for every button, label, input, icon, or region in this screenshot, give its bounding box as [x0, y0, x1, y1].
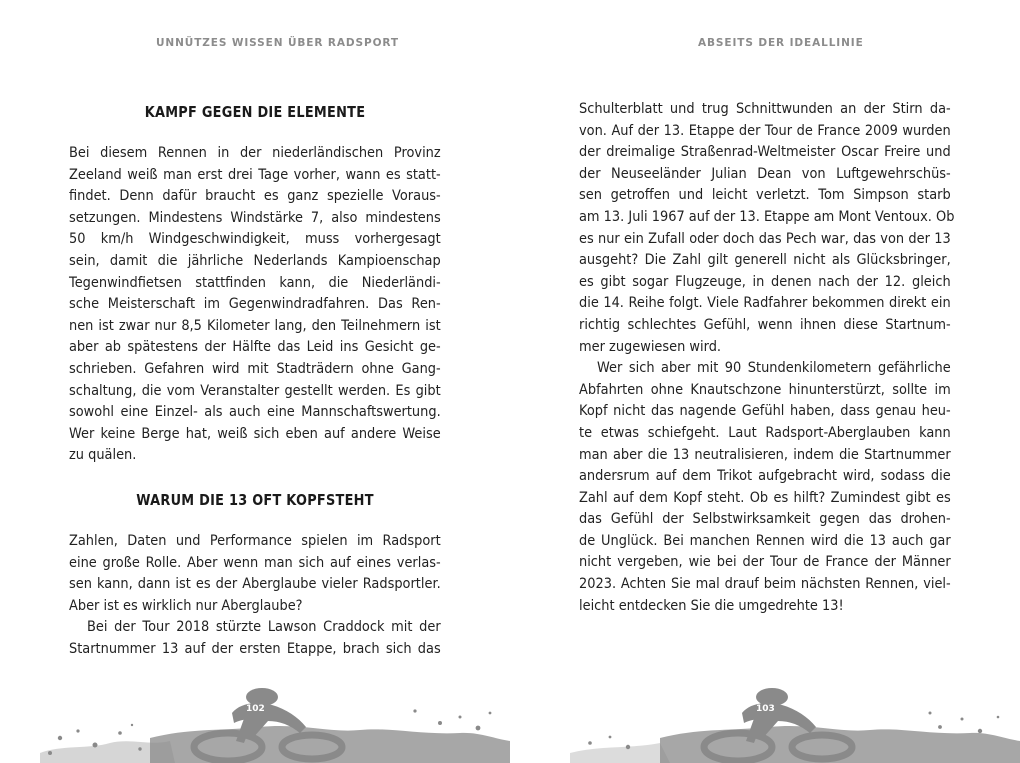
- text-line: eine große Rolle. Aber wenn man sich auf eines verlas-: [69, 554, 441, 571]
- text-line: Abfahrten ohne Knautschzone hinunterstürzt, sollte im: [579, 381, 951, 398]
- text-line: sen getroffen und leicht verletzt. Tom Simpson starb: [579, 187, 951, 204]
- text-line: Bei diesem Rennen in der niederländischen Provinz: [69, 145, 441, 161]
- right-text-block: [579, 99, 955, 617]
- page-number: 102: [246, 704, 265, 714]
- text-line: sowohl eine Einzel- als auch eine Mannschaftswertung.: [69, 404, 441, 421]
- cyclist-silhouette-icon: [510, 683, 1020, 763]
- text-line: sche Meisterschaft im Gegenwindradfahren. Das Ren-: [69, 296, 441, 313]
- page-number: 103: [756, 704, 775, 714]
- text-line: man aber die 13 neutralisieren, indem die Startnummer: [579, 446, 951, 463]
- text-line: aber ab spätestens der Hälfte das Leid ins Gesicht ge-: [69, 339, 441, 356]
- text-line: setzungen. Mindestens Windstärke 7, also mindestens: [69, 209, 441, 226]
- text-line: Zahlen, Daten und Performance spielen im Radsport: [69, 533, 441, 549]
- text-line: ausgeht? Die Zahl gilt generell nicht als Glücksbringer,: [579, 252, 951, 269]
- text-line: 2023. Achten Sie mal drauf beim nächsten Rennen, viel-: [579, 576, 951, 593]
- running-head-left: UNNÜTZES WISSEN ÜBER RADSPORT: [156, 37, 399, 49]
- text-line: am 13. Juli 1967 auf der 13. Etappe am Mont Ventoux. Ob: [579, 208, 955, 225]
- text-line: die 14. Reihe folgt. Viele Radfahrer bekommen direkt ein: [579, 295, 951, 312]
- text-line: Kopf nicht das nagende Gefühl haben, dass genau heu-: [579, 403, 951, 420]
- text-line: es nur ein Zufall oder doch das Pech war, das von der 13: [579, 230, 951, 247]
- text-line: 50 km/h Windgeschwindigkeit, muss vorhergesagt: [69, 231, 441, 248]
- text-line: te etwas schiefgeht. Laut Radsport-Aberglauben kann: [579, 424, 951, 441]
- text-line: der Neuseeländer Julian Dean von Luftgewehrschüs-: [579, 165, 951, 182]
- right-page: [510, 0, 1020, 763]
- cyclist-silhouette-icon: [0, 683, 510, 763]
- text-line: mer zugewiesen wird.: [579, 338, 722, 355]
- text-line: Zahl auf dem Kopf steht. Ob es hilft? Zumindest gibt es: [579, 489, 951, 506]
- text-line: der dreimalige Straßenrad-Weltmeister Oscar Freire und: [579, 144, 951, 161]
- text-line: Tegenwindfietsen stattfinden kann, die Niederländi-: [69, 274, 441, 291]
- text-line: nicht vergeben, wie bei der Tour de France der Männer: [579, 554, 951, 571]
- text-line: von. Auf der 13. Etappe der Tour de France 2009 wurden: [579, 122, 951, 139]
- running-head-right: ABSEITS DER IDEALLINIE: [698, 37, 864, 49]
- text-line: sein, damit die jährliche Nederlands Kampioenschap: [69, 252, 441, 269]
- text-line: Wer sich aber mit 90 Stundenkilometern gefährliche: [597, 360, 951, 377]
- text-line: andersrum auf dem Trikot aufgebracht wird, sodass die: [579, 468, 951, 485]
- text-line: Wer keine Berge hat, weiß sich eben auf andere Weise: [69, 425, 441, 442]
- text-line: zu quälen.: [69, 447, 137, 464]
- text-line: findet. Denn dafür braucht es ganz spezielle Voraus-: [69, 188, 441, 205]
- section-body-kampf: [69, 143, 482, 467]
- text-line: schrieben. Gefahren wird mit Stadträdern ohne Gang-: [69, 360, 441, 377]
- section-heading-warum: WARUM DIE 13 OFT KOPFSTEHT: [136, 491, 374, 509]
- text-line: nen ist zwar nur 8,5 Kilometer lang, den Teilnehmern ist: [69, 317, 441, 334]
- section-heading-kampf: KAMPF GEGEN DIE ELEMENTE: [144, 103, 366, 121]
- text-line: richtig schlechtes Gefühl, wenn ihnen diese Startnum-: [579, 316, 951, 333]
- text-line: es gibt sogar Flugzeuge, in denen nach der 12. gleich: [579, 273, 951, 290]
- text-line: Bei der Tour 2018 stürzte Lawson Craddock mit der: [87, 619, 441, 636]
- text-line: Schulterblatt und trug Schnittwunden an der Stirn da-: [579, 101, 951, 117]
- text-line: de Unglück. Bei manchen Rennen wird die 13 auch gar: [579, 532, 951, 549]
- text-line: Zeeland weiß man erst drei Tage vorher, wann es statt-: [69, 166, 441, 183]
- text-line: das Gefühl der Selbstwirksamkeit gegen das drohen-: [579, 511, 951, 528]
- text-line: sen kann, dann ist es der Aberglaube vieler Radsportler.: [69, 576, 441, 593]
- text-line: leicht entdecken Sie die umgedrehte 13!: [579, 597, 844, 614]
- section-body-warum: [69, 531, 482, 661]
- text-line: Startnummer 13 auf der ersten Etappe, brach sich das: [69, 640, 441, 657]
- text-line: schaltung, die vom Veranstalter gestellt werden. Es gibt: [69, 382, 441, 399]
- text-line: Aber ist es wirklich nur Aberglaube?: [69, 597, 303, 614]
